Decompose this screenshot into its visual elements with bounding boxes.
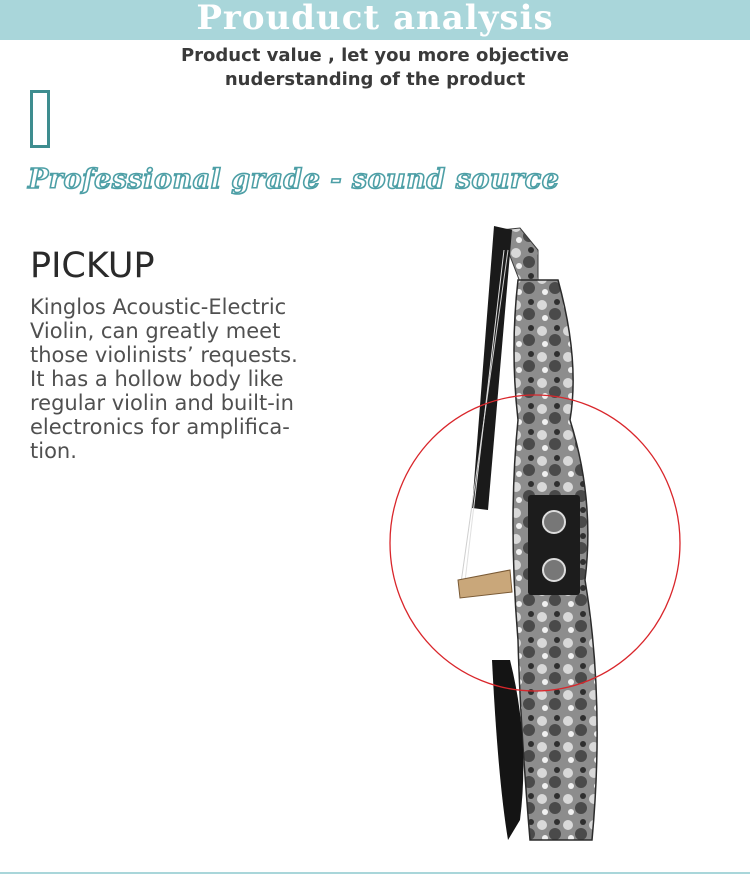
page-subtitle: Product value , let you more objective nuderstanding of the product	[180, 45, 570, 90]
feature-title: PICKUP	[30, 246, 155, 286]
tailpiece	[492, 660, 523, 840]
bottom-divider	[0, 872, 750, 874]
page-title: Prouduct analysis	[196, 0, 554, 38]
violin-side-image	[380, 220, 720, 860]
volume-knob-icon	[543, 511, 565, 533]
header-banner	[0, 0, 750, 40]
bracket-icon	[30, 90, 50, 148]
section-heading: Professional grade - sound source	[28, 164, 560, 195]
feature-description: Kinglos Acoustic-Electric Violin, can greatly meet those violinists’ requests. It has a hollow body like regular violin and built-in electronics for amplifica- tion.	[30, 295, 298, 463]
tone-knob-icon	[543, 559, 565, 581]
